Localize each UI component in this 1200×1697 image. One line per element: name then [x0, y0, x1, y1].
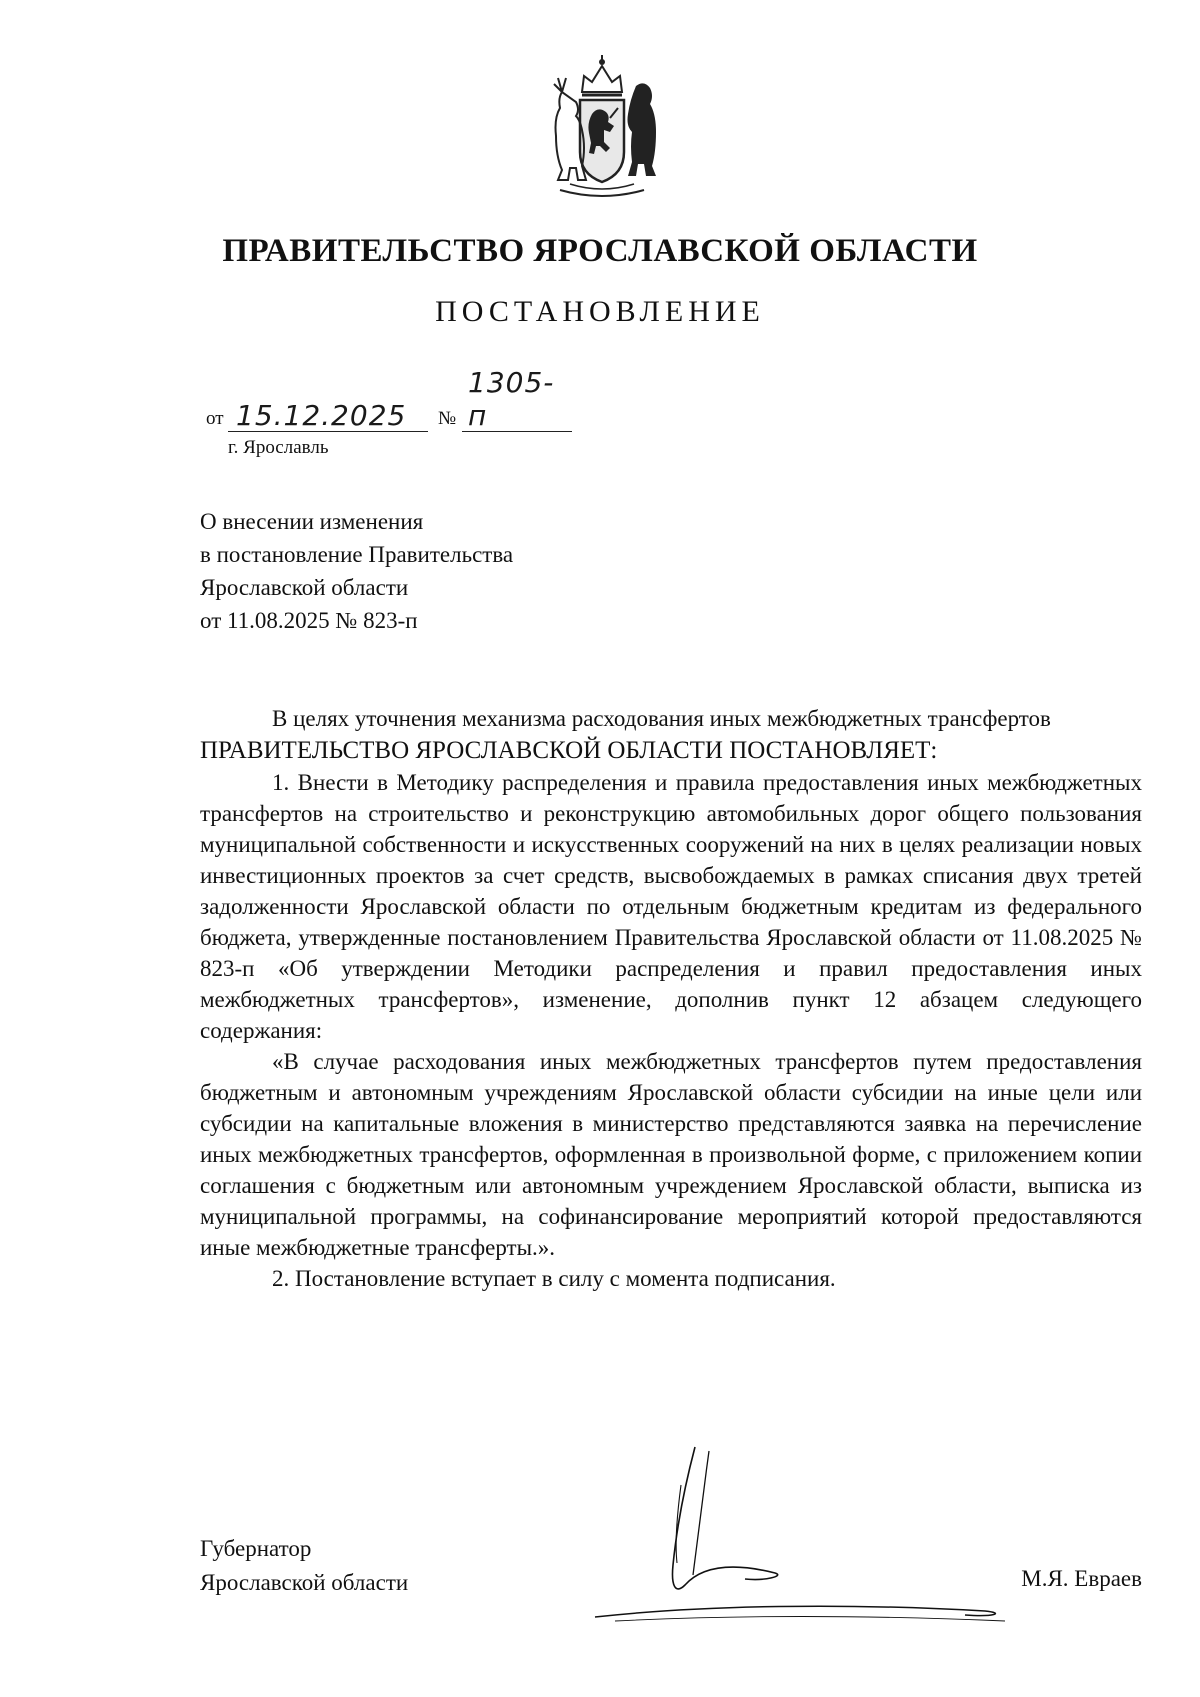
- subject-line: Ярославской области: [200, 575, 409, 600]
- document-type: ПОСТАНОВЛЕНИЕ: [435, 295, 765, 328]
- item-1-paragraph: 1. Внести в Методику распределения и правила предоставления иных межбюджетных трансфертов на строительство и реконструкцию автомобильных дорог общего пользования муниципальной собственности и искусственных сооружений на них в целях реализации новых инвестиционных проектов за счет средств, высвобождаемых в рамках списания двух третей задолженности Ярославской области по отдельным бюджетным кредитам из федерального бюджета, утвержденные постановлением Правительства Ярославской области от 11.08.2025 № 823-п «Об утверждении Методики распределения и правил предоставления иных межбюджетных трансфертов», изменение, дополнив пункт 12 абзацем следующего содержания:: [200, 770, 1142, 1043]
- org-title: ПРАВИТЕЛЬСТВО ЯРОСЛАВСКОЙ ОБЛАСТИ: [222, 233, 978, 269]
- city: г. Ярославль: [228, 437, 329, 458]
- quoted-paragraph: «В случае расходования иных межбюджетных трансфертов путем предоставления бюджетным и автономным учреждениям Ярославской области субсидии на иные цели или субсидии на капитальные вложения в министерство представляются заявка на перечисление иных межбюджетных трансфертов, оформленная в произвольной форме, с приложением копии соглашения с бюджетным или автономным учреждением Ярославской области, выписка из муниципальной программы, на софинансирование мероприятий которой предоставляются иные межбюджетные трансферты.».: [200, 1049, 1142, 1260]
- purpose-paragraph: В целях уточнения механизма расходования иных межбюджетных трансфертов: [272, 706, 1051, 731]
- date-label: от: [206, 408, 224, 429]
- number-handwritten: 1305-п: [468, 366, 555, 432]
- document-subject: [200, 505, 513, 637]
- signatory-position: [200, 1532, 408, 1600]
- coat-of-arms-icon: [540, 52, 664, 202]
- date-handwritten: 15.12.2025: [236, 399, 407, 432]
- number-label: №: [438, 408, 457, 429]
- signatory-name: М.Я. Евраев: [1021, 1566, 1142, 1591]
- position-line: Ярославской области: [200, 1570, 409, 1595]
- position-line: Губернатор: [200, 1536, 312, 1561]
- document-body: [200, 703, 1142, 1294]
- decree-statement: ПРАВИТЕЛЬСТВО ЯРОСЛАВСКОЙ ОБЛАСТИ ПОСТАНОВЛЯЕТ:: [200, 737, 938, 764]
- handwritten-signature: [585, 1445, 1055, 1625]
- subject-line: в постановление Правительства: [200, 542, 514, 567]
- subject-line: О внесении изменения: [200, 509, 424, 534]
- item-2-paragraph: 2. Постановление вступает в силу с момента подписания.: [272, 1266, 836, 1291]
- subject-line: от 11.08.2025 № 823-п: [200, 608, 418, 633]
